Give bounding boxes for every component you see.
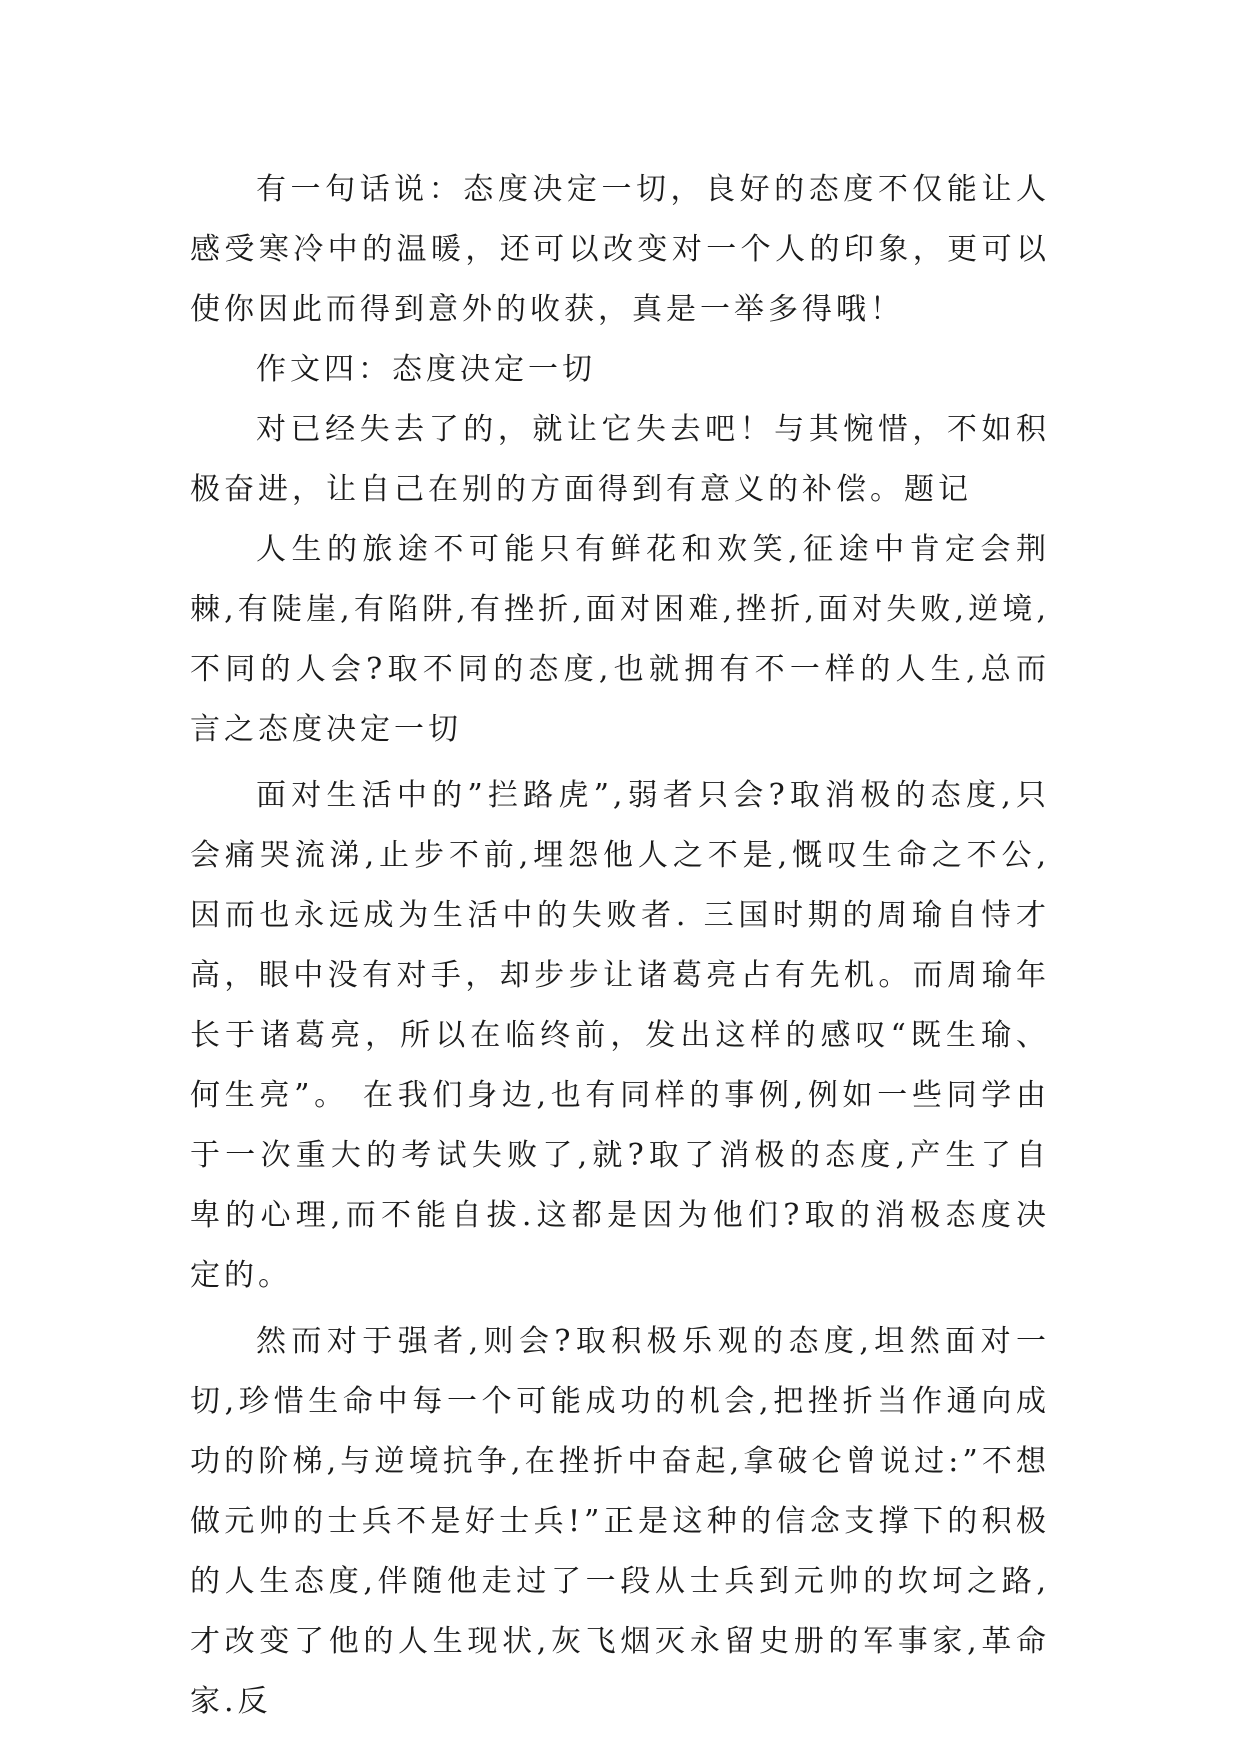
paragraph-strong-attitude: 然而对于强者,则会?取积极乐观的态度,坦然面对一切,珍惜生命中每一个可能成功的机会,把挫折当作通向成功的阶梯,与逆境抗争,在挫折中奋起,拿破仑曾说过:”不想做元帅的士兵不是好士兵!”正是这种的信念支撑下的积极的人生态度,伴随他走过了一段从士兵到元帅的坎坷之路,才改变了他的人生现状,灰飞烟灭永留史册的军事家,革命家.反 — [190, 1324, 1050, 1719]
essay-title: 作文四：态度决定一切 — [256, 352, 596, 387]
paragraph-attitude-saying: 有一句话说：态度决定一切，良好的态度不仅能让人感受寒冷中的温暖，还可以改变对一个人的印象，更可以使你因此而得到意外的收获，真是一举多得哦！ — [190, 172, 1050, 327]
paragraph-life-journey: 人生的旅途不可能只有鲜花和欢笑,征途中肯定会荆棘,有陡崖,有陷阱,有挫折,面对困难,挫折,面对失败,逆境,不同的人会?取不同的态度,也就拥有不一样的人生,总而言之态度决定一切 — [190, 532, 1050, 747]
paragraph-epigraph: 对已经失去了的，就让它失去吧！与其惋惜，不如积极奋进，让自己在别的方面得到有意义的补偿。题记 — [190, 412, 1050, 507]
body-text — [190, 160, 1050, 1732]
paragraph-weak-attitude: 面对生活中的”拦路虎”,弱者只会?取消极的态度,只会痛哭流涕,止步不前,埋怨他人之不是,慨叹生命之不公,因而也永远成为生活中的失败者. 三国时期的周瑜自恃才高，眼中没有对手，却步步让诸葛亮占有先机。而周瑜年长于诸葛亮，所以在临终前，发出这样的感叹“既生瑜、何生亮”。 在我们身边,也有同样的事例,例如一些同学由于一次重大的考试失败了,就?取了消极的态度,产生了自卑的心理,而不能自拔.这都是因为他们?取的消极态度决定的。 — [190, 778, 1050, 1293]
